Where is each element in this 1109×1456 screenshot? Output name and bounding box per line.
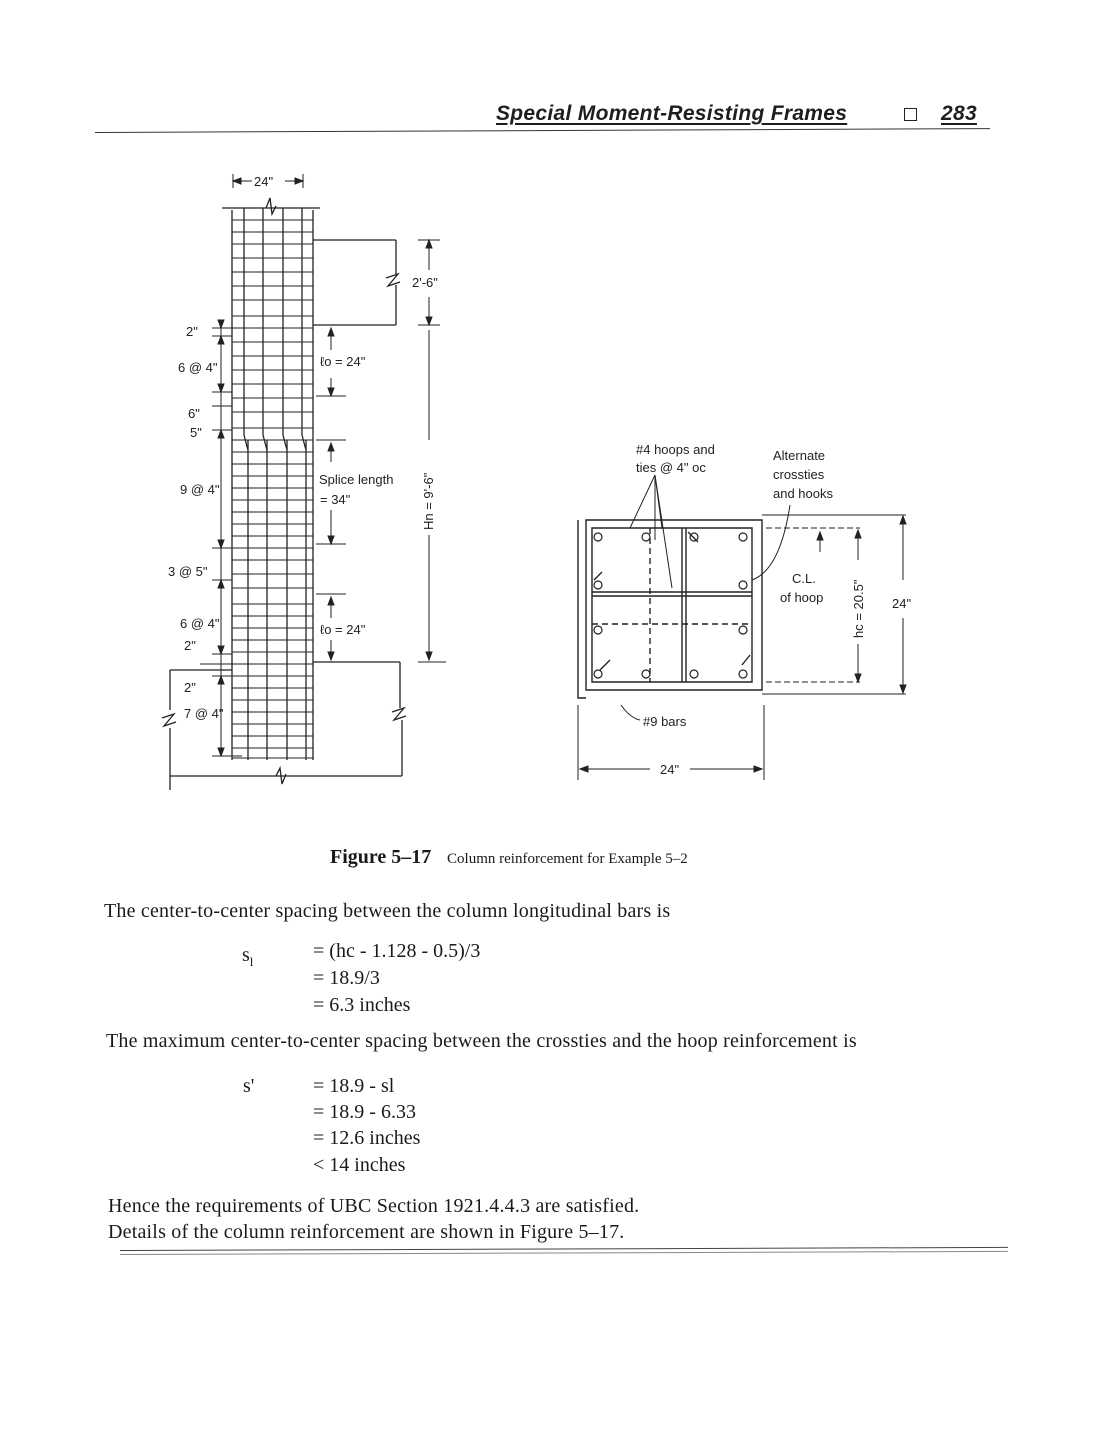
left-dim-7: 2" xyxy=(184,638,196,653)
left-dim-4: 9 @ 4" xyxy=(180,482,220,497)
page-number: 283 xyxy=(941,102,977,125)
footer-rule xyxy=(120,1247,1008,1255)
elev-splice-length: Splice length xyxy=(319,472,394,487)
left-dim-9: 7 @ 4" xyxy=(184,706,224,721)
caption-label: Figure 5–17 xyxy=(330,846,432,868)
elev-splice-value: = 34" xyxy=(320,492,351,507)
eq2-line-1: = 18.9 - sl xyxy=(313,1075,395,1097)
elev-lo-top: ℓo = 24" xyxy=(320,354,366,369)
left-dim-5: 3 @ 5" xyxy=(168,564,208,579)
cl-label-1: C.L. xyxy=(792,571,816,586)
paragraph-1: The center-to-center spacing between the column longitudinal bars is xyxy=(104,900,671,922)
crossties-label-2: crossties xyxy=(773,467,825,482)
bars-label: #9 bars xyxy=(643,714,687,729)
left-dim-0: 2" xyxy=(186,324,198,339)
reinforcement-drawing xyxy=(0,160,1109,800)
left-dim-1: 6 @ 4" xyxy=(178,360,218,375)
figure-caption xyxy=(330,846,688,869)
eq1-variable: $s_l$ xyxy=(242,944,254,969)
left-dim-8: 2" xyxy=(184,680,196,695)
elev-offset: 2'-6" xyxy=(412,275,438,290)
eq1-line-1: = (hc - 1.128 - 0.5)/3 xyxy=(313,940,481,962)
eq2-line-2: = 18.9 - 6.33 xyxy=(313,1101,416,1123)
paragraph-4: Details of the column reinforcement are shown in Figure 5–17. xyxy=(108,1221,625,1243)
figure-5-17 xyxy=(0,160,1109,805)
hoops-label-1: #4 hoops and xyxy=(636,442,715,457)
crossties-label-3: and hooks xyxy=(773,486,833,501)
paragraph-3: Hence the requirements of UBC Section 1921.4.4.3 are satisfied. xyxy=(108,1195,640,1217)
column-section xyxy=(578,515,906,780)
left-dim-3: 5" xyxy=(190,425,202,440)
eq1-line-2: = 18.9/3 xyxy=(313,967,380,989)
elev-hn: Hn = 9'-6" xyxy=(421,472,436,530)
cl-label-2: of hoop xyxy=(780,590,824,605)
crossties-label-1: Alternate xyxy=(773,448,826,463)
section-hc: hc = 20.5" xyxy=(851,579,866,638)
section-depth: 24" xyxy=(892,596,912,611)
eq1-line-3: = 6.3 inches xyxy=(313,994,411,1016)
left-dim-6: 6 @ 4" xyxy=(180,616,220,631)
caption-text: Column reinforcement for Example 5–2 xyxy=(447,851,688,867)
section-width: 24" xyxy=(660,762,680,777)
elev-lo-bottom: ℓo = 24" xyxy=(320,622,366,637)
left-dim-2: 6" xyxy=(188,406,200,421)
running-title: Special Moment-Resisting Frames xyxy=(496,102,848,125)
paragraph-2: The maximum center-to-center spacing between the crossties and the hoop reinforcement is xyxy=(106,1030,857,1052)
eq2-line-3: = 12.6 inches xyxy=(313,1127,421,1149)
hoops-label-2: ties @ 4" oc xyxy=(636,460,706,475)
rebar-circles xyxy=(594,533,747,678)
eq2-variable: s' xyxy=(243,1075,255,1097)
running-header xyxy=(496,100,991,130)
elev-top-width: 24" xyxy=(254,174,274,189)
square-bullet-icon xyxy=(904,108,917,121)
eq2-line-4: < 14 inches xyxy=(313,1154,406,1176)
